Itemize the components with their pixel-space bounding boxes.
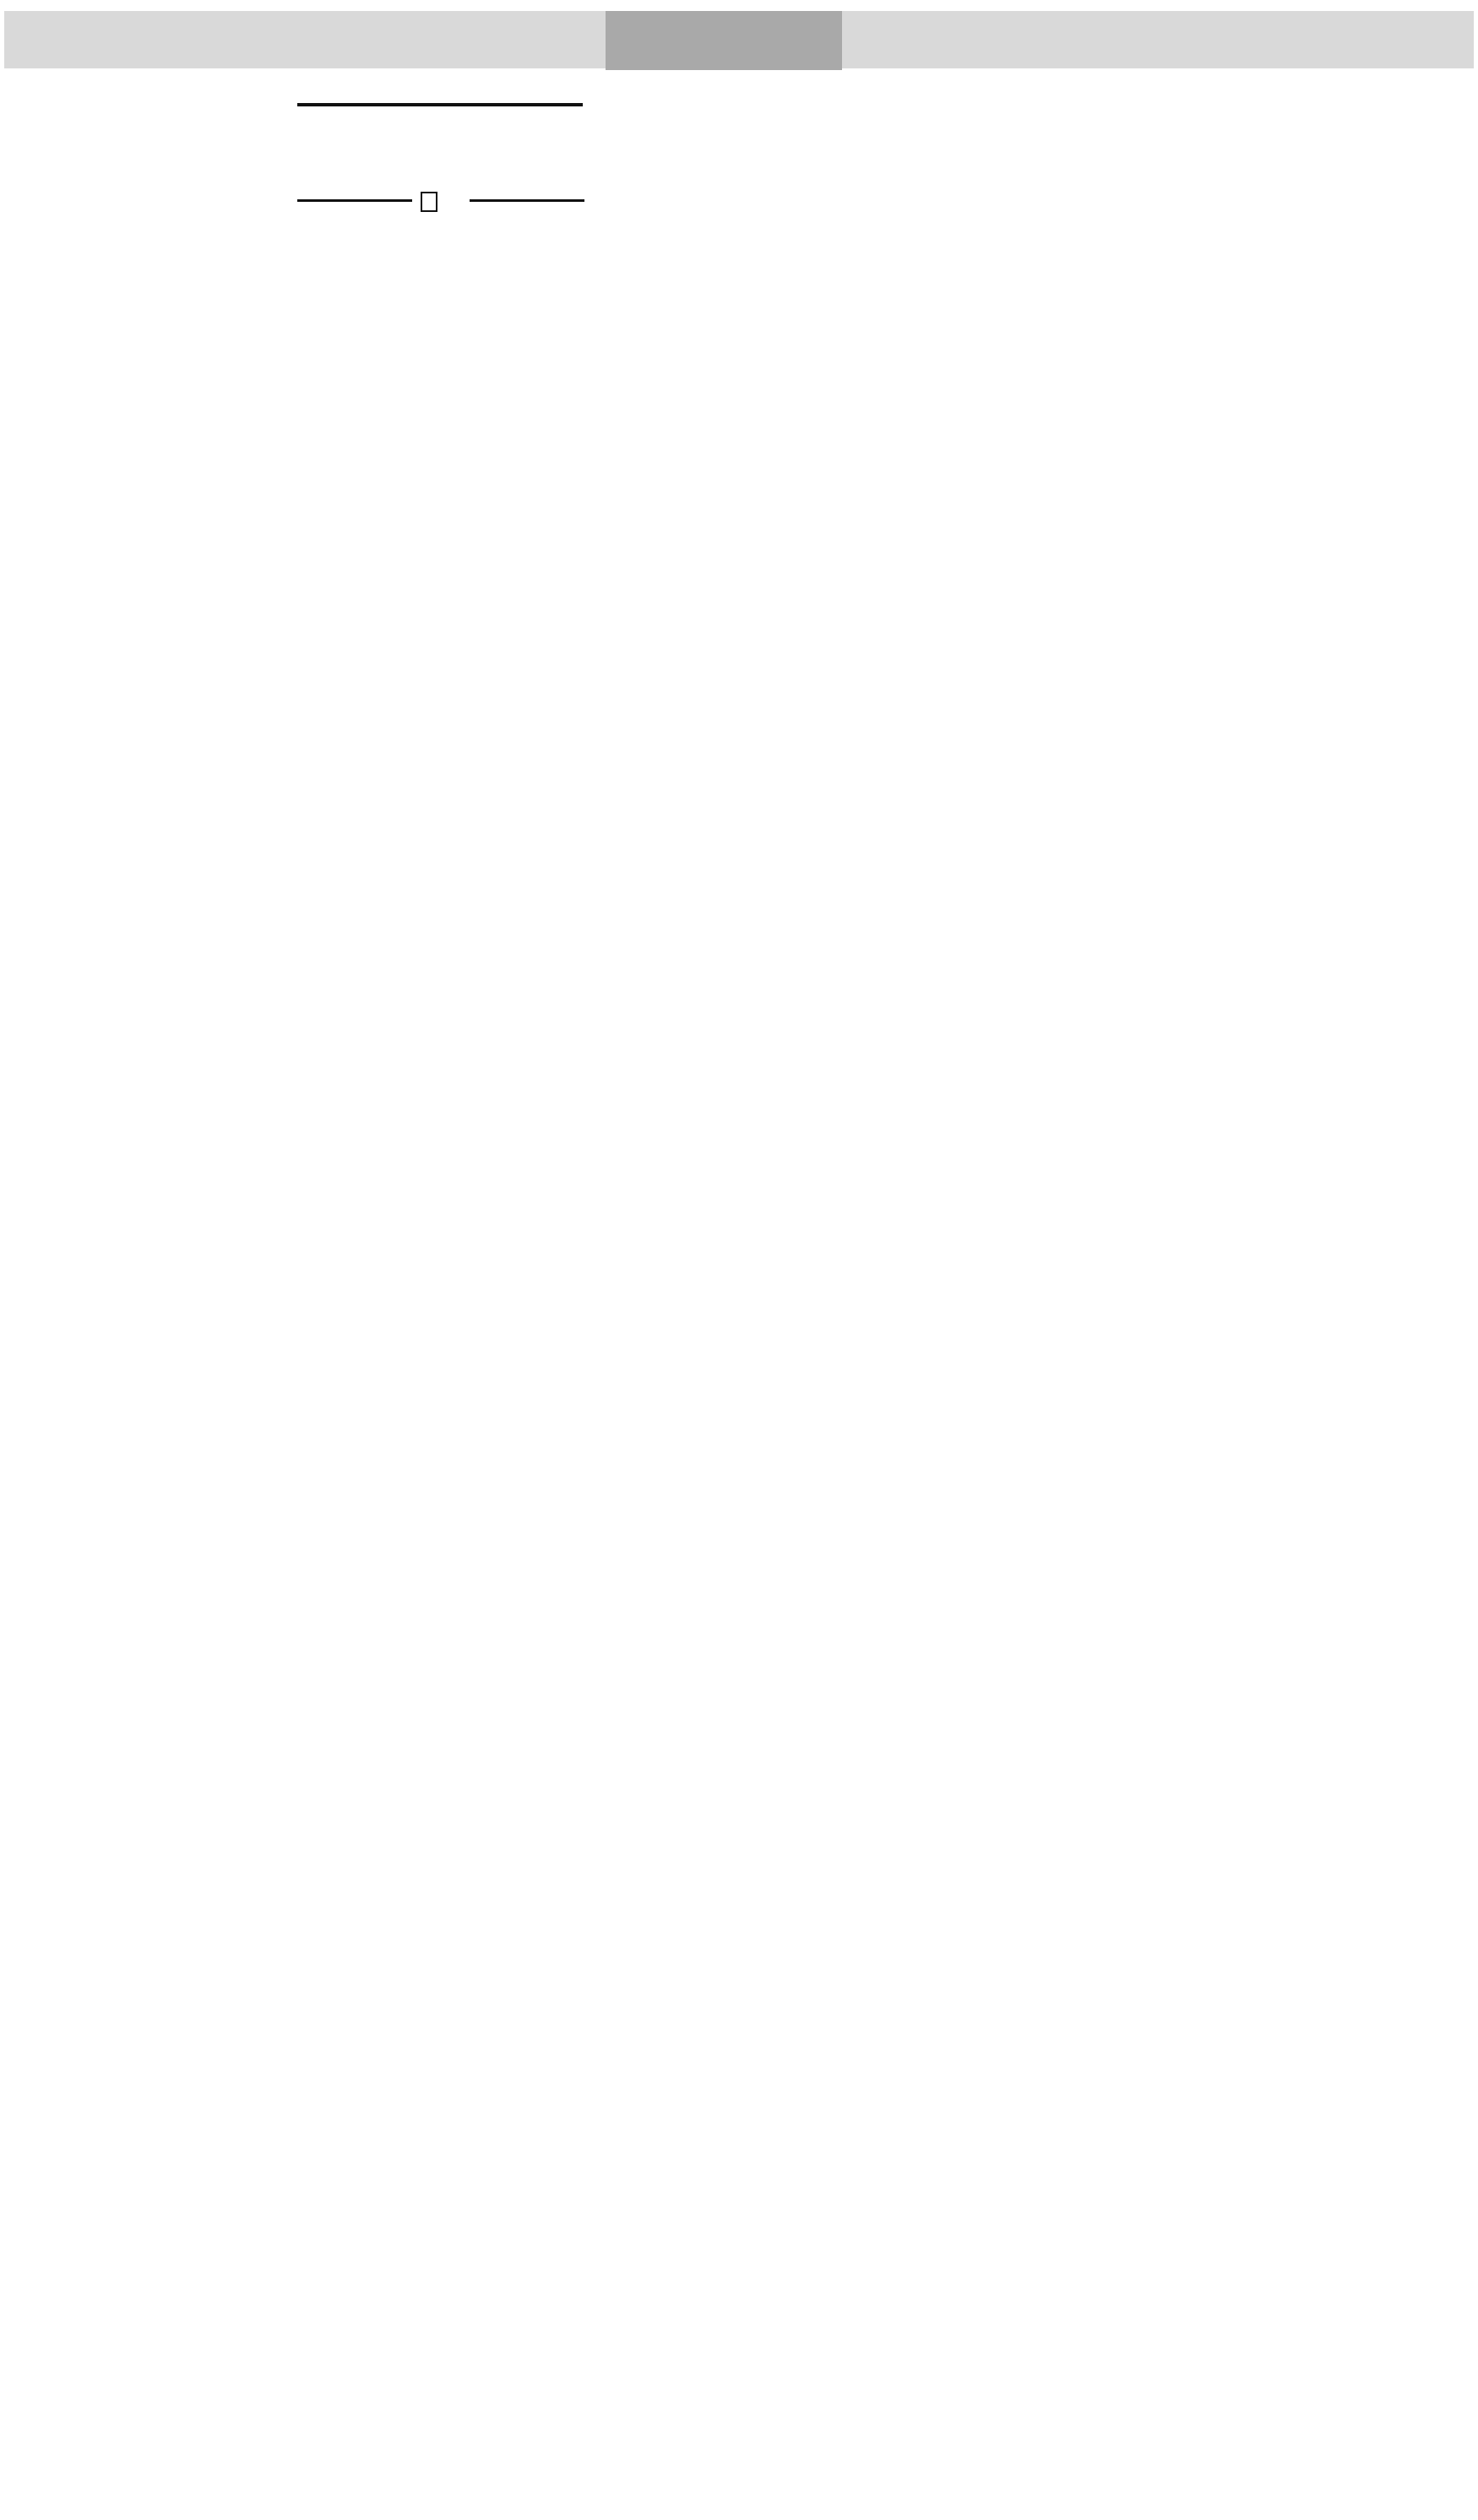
box-icon: [421, 192, 437, 212]
byline-text: [421, 186, 461, 215]
byline-rule: [297, 199, 412, 202]
byline: [297, 186, 584, 215]
masthead: [606, 11, 842, 70]
byline-rule: [470, 199, 584, 202]
title-rule: [297, 103, 583, 106]
